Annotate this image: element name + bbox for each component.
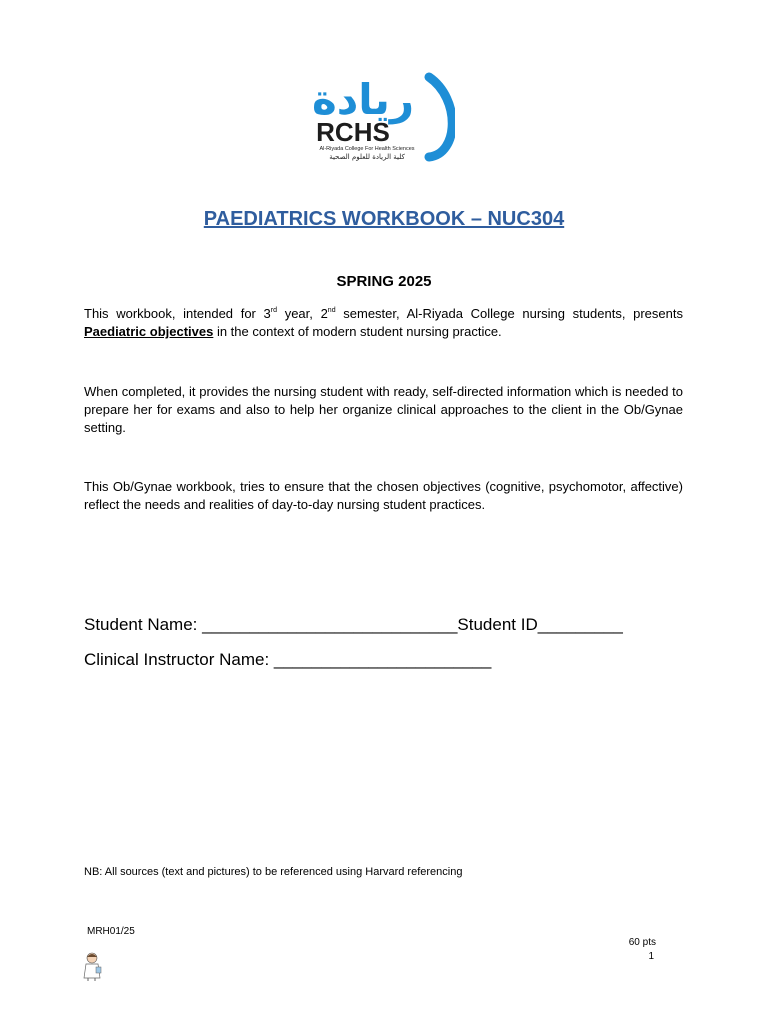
rchs-logo-graphic (291, 59, 455, 167)
term-heading: SPRING 2025 (336, 273, 432, 290)
college-logo (291, 59, 455, 167)
intro-text-2: year, 2 (277, 306, 328, 321)
intro-text-1: This workbook, intended for 3 (84, 306, 271, 321)
logo-letters: RCHS (316, 117, 390, 147)
referencing-note: NB: All sources (text and pictures) to be referenced using Harvard referencing (84, 866, 463, 878)
student-name-field[interactable]: Student Name: ___________________________ (84, 615, 458, 634)
instructor-name-field[interactable]: Clinical Instructor Name: _______________________ (84, 650, 492, 669)
purpose-paragraph: When completed, it provides the nursing student with ready, self-directed information which is needed to prepare her for exams and also to help her organize clinical approaches to the client in the Ob/Gynae setting. (84, 384, 683, 435)
paediatric-objectives-emphasis: Paediatric objectives (84, 324, 214, 339)
logo-arabic-name: كلية الريادة للعلوم الصحية (329, 153, 405, 161)
student-fields-line (84, 615, 623, 635)
superscript-nd: nd (327, 307, 336, 314)
intro-paragraph (84, 305, 683, 341)
document-title: PAEDIATRICS WORKBOOK – NUC304 (203, 208, 565, 230)
page-number: 1 (648, 951, 654, 962)
objectives-paragraph: This Ob/Gynae workbook, tries to ensure that the chosen objectives (cognitive, psychomotor, affective) reflect the needs and realities of day-to-day nursing student practices. (84, 479, 683, 512)
intro-text-3: semester, Al-Riyada College nursing students, presents (335, 306, 683, 321)
logo-arabic-mark: ريادة (311, 75, 415, 124)
superscript-rd: rd (270, 307, 278, 314)
logo-english-name: Al-Riyada College For Health Sciences (319, 146, 415, 152)
student-id-field[interactable]: Student ID_________ (457, 615, 623, 634)
document-code: MRH01/25 (87, 926, 135, 937)
intro-text-4: in the context of modern student nursing practice. (213, 324, 502, 339)
points-total: 60 pts (628, 937, 656, 948)
nurse-clipart-icon (82, 951, 104, 981)
